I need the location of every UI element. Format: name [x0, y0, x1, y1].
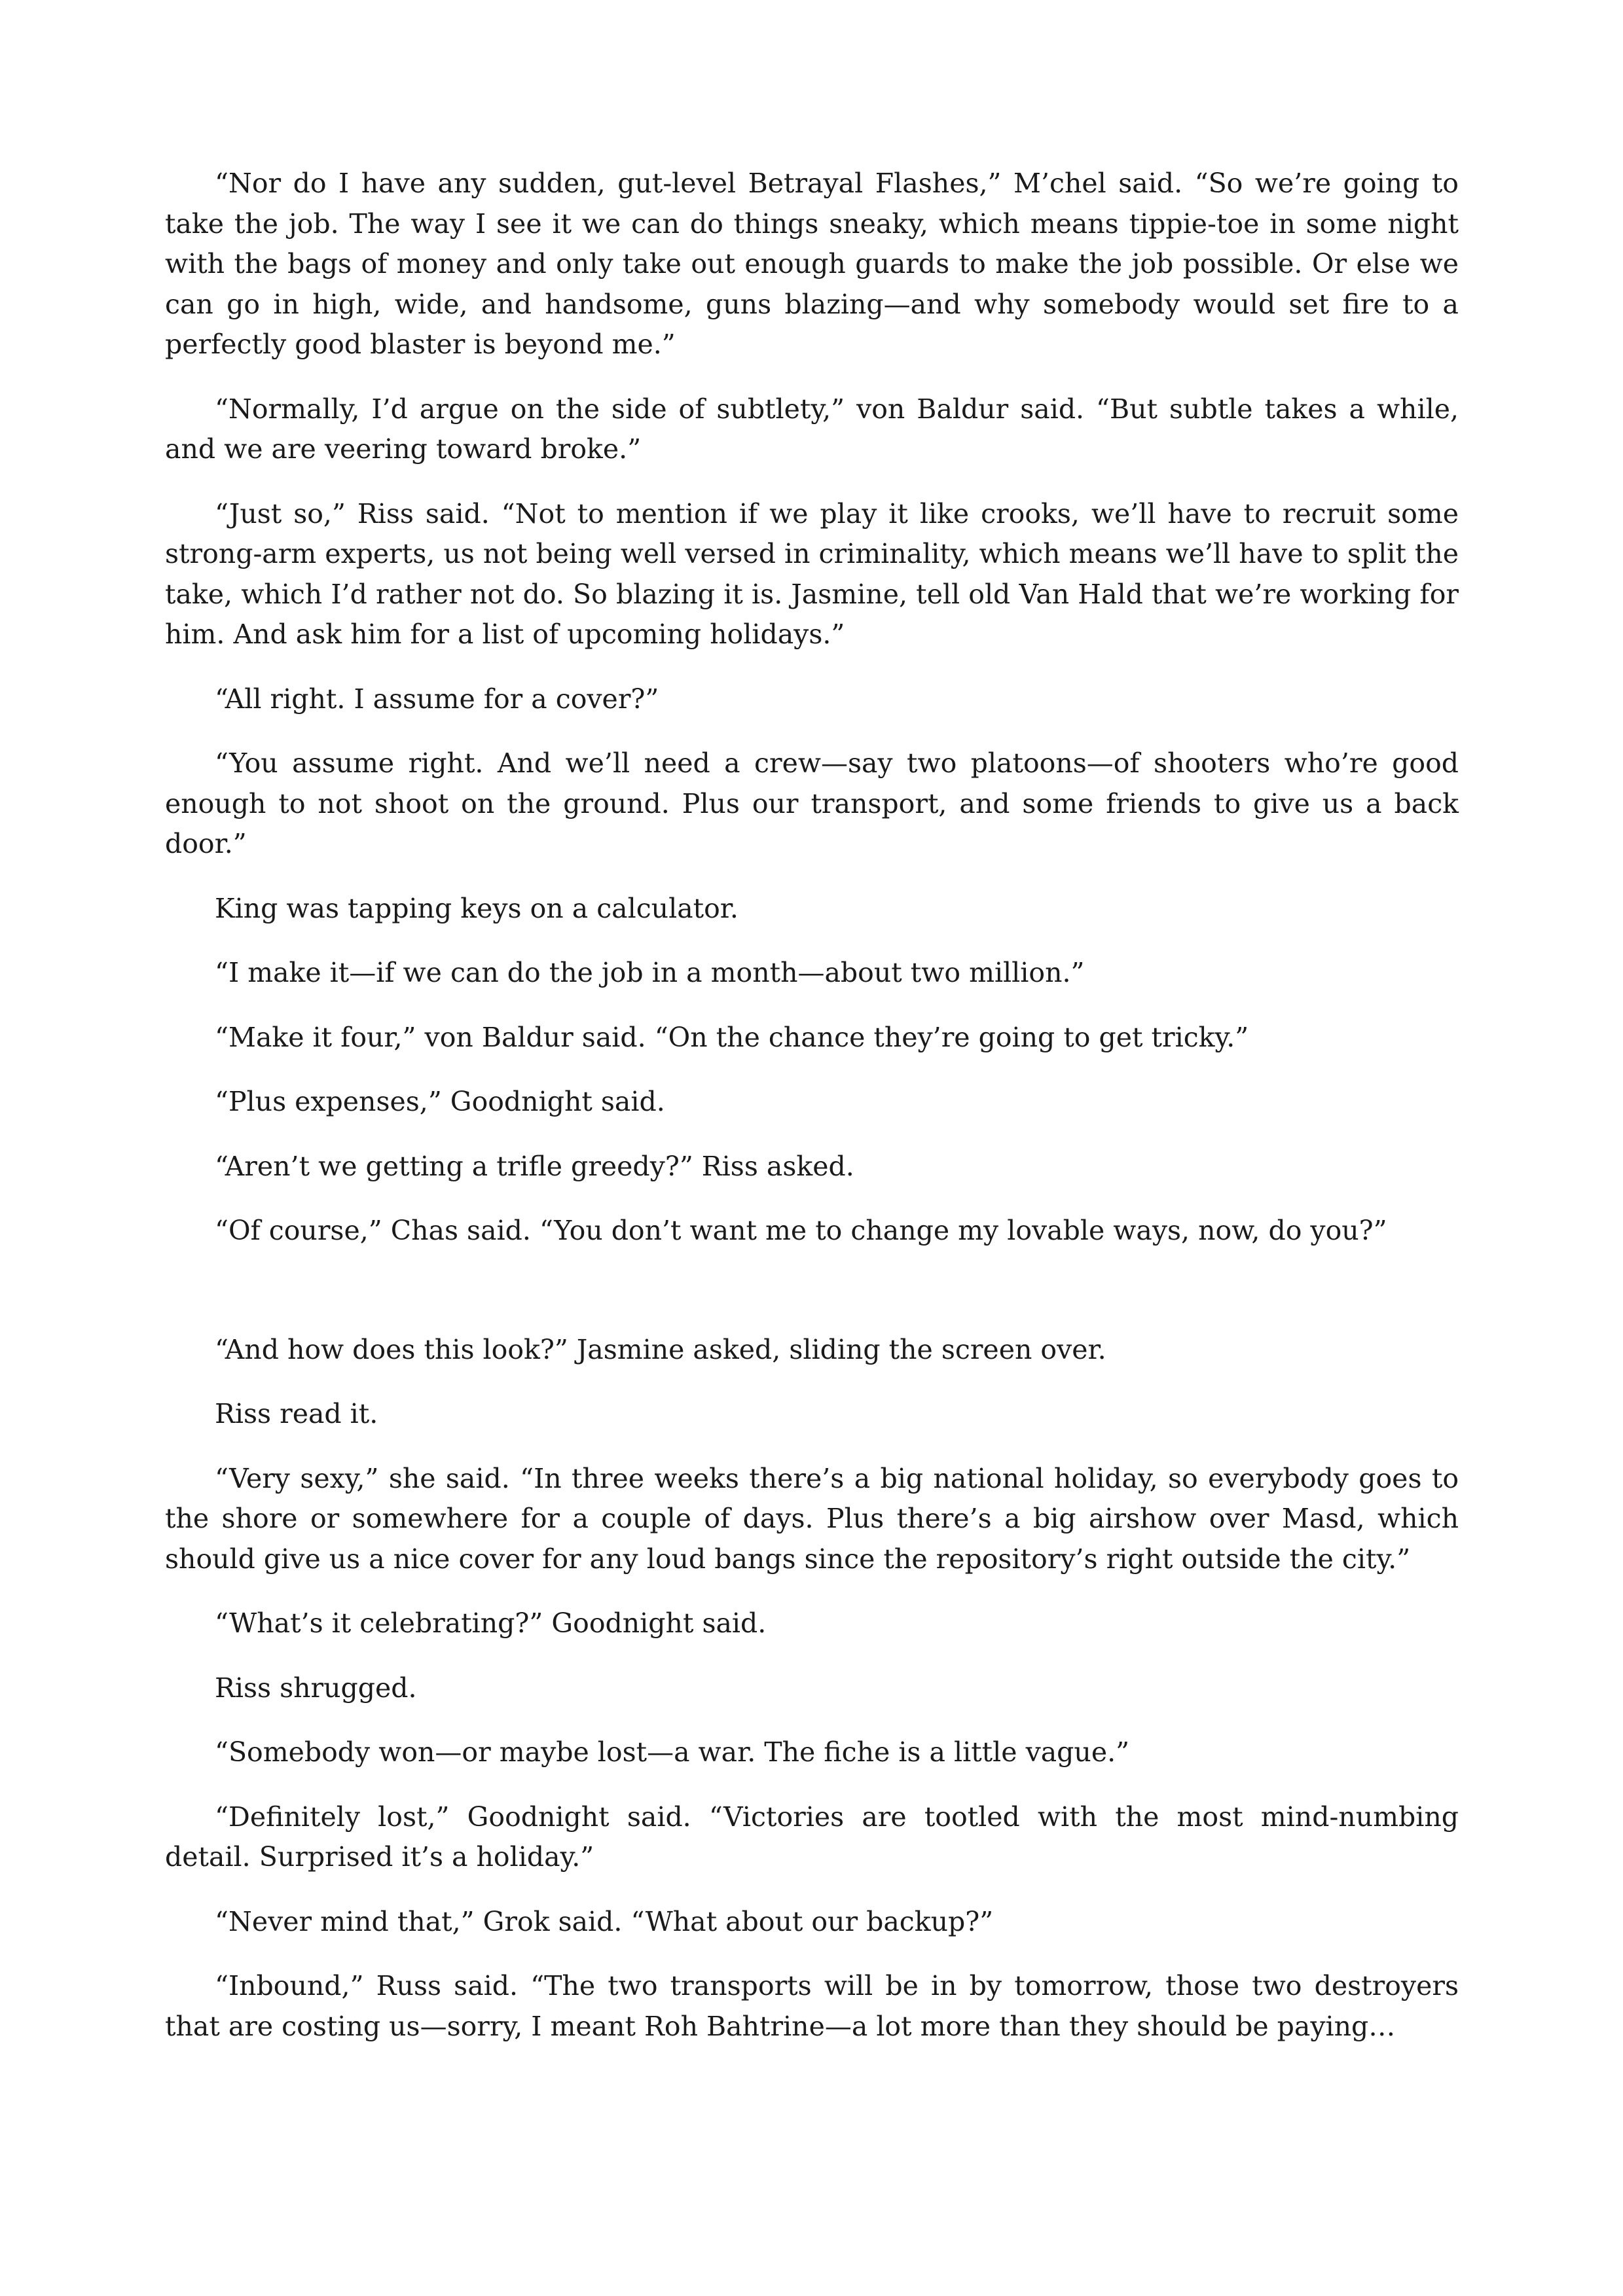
paragraph: “Nor do I have any sudden, gut-level Betrayal Flashes,” M’chel said. “So we’re going to take the job. The way I see it we can do things sneaky, which means tippie-toe in some night with the bags of money and only take out enough guards to make the job possible. Or else we can go in high, wide, and handsome, guns blazing—and why somebody would set fire to a perfectly good blaster is beyond me.” — [165, 168, 1459, 360]
paragraph: “Inbound,” Russ said. “The two transports will be in by tomorrow, those two destroyers that are costing us—sorry, I meant Roh Bahtrine—a lot more than they should be paying… — [165, 1970, 1459, 2042]
paragraph: “Make it four,” von Baldur said. “On the chance they’re going to get tricky.” — [215, 1021, 1249, 1053]
paragraph: “Plus expenses,” Goodnight said. — [215, 1086, 665, 1117]
paragraph: Riss read it. — [215, 1398, 378, 1429]
paragraph: “Definitely lost,” Goodnight said. “Victories are tootled with the most mind-numbing detail. Surprised it’s a holiday.” — [165, 1801, 1459, 1873]
paragraph: “All right. I assume for a cover?” — [215, 683, 659, 715]
paragraph: Riss shrugged. — [215, 1672, 417, 1704]
paragraph: “Never mind that,” Grok said. “What about our backup?” — [215, 1905, 994, 1937]
paragraph: “Normally, I’d argue on the side of subtlety,” von Baldur said. “But subtle takes a while, and we are veering toward broke.” — [165, 393, 1459, 465]
paragraph: King was tapping keys on a calculator. — [215, 892, 739, 924]
page-body — [165, 164, 1459, 2071]
paragraph: “What’s it celebrating?” Goodnight said. — [215, 1607, 767, 1639]
paragraph: “And how does this look?” Jasmine asked, sliding the screen over. — [215, 1333, 1106, 1365]
paragraph: “You assume right. And we’ll need a crew—say two platoons—of shooters who’re good enough to not shoot on the ground. Plus our transport, and some friends to give us a back door.” — [165, 747, 1459, 859]
paragraph: “Very sexy,” she said. “In three weeks there’s a big national holiday, so everybody goes to the shore or somewhere for a couple of days. Plus there’s a big airshow over Masd, which should give us a nice cover for any loud bangs since the repository’s right outside the city.” — [165, 1462, 1459, 1575]
paragraph: “Aren’t we getting a trifle greedy?” Riss asked. — [215, 1150, 854, 1182]
paragraph: “I make it—if we can do the job in a month—about two million.” — [215, 957, 1085, 988]
paragraph: “Of course,” Chas said. “You don’t want me to change my lovable ways, now, do you?” — [215, 1215, 1387, 1246]
paragraph: “Just so,” Riss said. “Not to mention if we play it like crooks, we’ll have to recruit some strong-arm experts, us not being well versed in criminality, which means we’ll have to split the take, which I’d rather not do. So blazing it is. Jasmine, tell old Van Hald that we’re working for him. And ask him for a list of upcoming holidays.” — [165, 497, 1459, 650]
paragraph: “Somebody won—or maybe lost—a war. The fiche is a little vague.” — [215, 1736, 1130, 1768]
